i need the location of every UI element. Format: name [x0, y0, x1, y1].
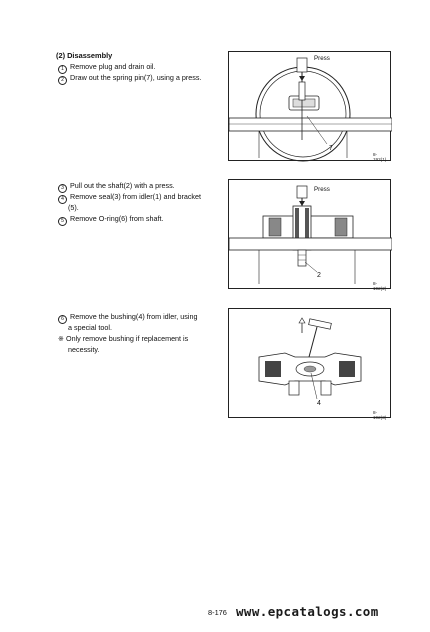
step-4-text-line1: Remove seal(3) from idler(1) and bracket: [70, 192, 202, 201]
step-1-text: Remove plug and drain oil.: [70, 62, 156, 71]
note: [58, 334, 188, 343]
page-number: 8-176: [208, 608, 227, 617]
step-number-2: 2: [58, 76, 67, 85]
step-2-text: Draw out the spring pin(7), using a press.: [70, 73, 202, 82]
note-text-line2: necessity.: [68, 345, 100, 354]
figure-shaft-removal: [228, 179, 391, 289]
step-number-3: 3: [58, 184, 67, 193]
figure-3-code: 8-192(3): [373, 410, 387, 420]
figure-1-press-label: Press: [314, 55, 330, 62]
step-4-text-line2: (5).: [68, 203, 79, 212]
figure-3-drawing: [229, 309, 392, 419]
step-6-text-line1: Remove the bushing(4) from idler, using: [70, 312, 198, 321]
figure-1-callout: 7: [329, 145, 333, 152]
step-number-4: 4: [58, 195, 67, 204]
figure-2-press-label: Press: [314, 186, 330, 193]
section-heading: (2) Disassembly: [56, 51, 113, 60]
step-number-5: 5: [58, 217, 67, 226]
figure-bushing-removal: [228, 308, 391, 418]
watermark: www.epcatalogs.com: [236, 604, 379, 619]
figure-spring-pin-removal: [228, 51, 391, 161]
note-text-line1: Only remove bushing if replacement is: [66, 334, 189, 343]
step-number-6: 6: [58, 315, 67, 324]
figure-2-drawing: [229, 180, 392, 290]
figure-1-code: 8-192(1): [373, 152, 387, 162]
figure-1-drawing: [229, 52, 392, 162]
step-5-text: Remove O-ring(6) from shaft.: [70, 214, 164, 223]
step-6-text-line2: a special tool.: [68, 323, 112, 332]
figure-2-callout: 2: [317, 272, 321, 279]
step-4: [58, 192, 201, 204]
note-mark: ※: [58, 334, 65, 343]
figure-3-callout: 4: [317, 400, 321, 407]
step-5: [58, 214, 163, 226]
step-3-text: Pull out the shaft(2) with a press.: [70, 181, 175, 190]
figure-2-code: 8-192(2): [373, 281, 387, 291]
step-number-1: 1: [58, 65, 67, 74]
step-2: [58, 73, 201, 85]
